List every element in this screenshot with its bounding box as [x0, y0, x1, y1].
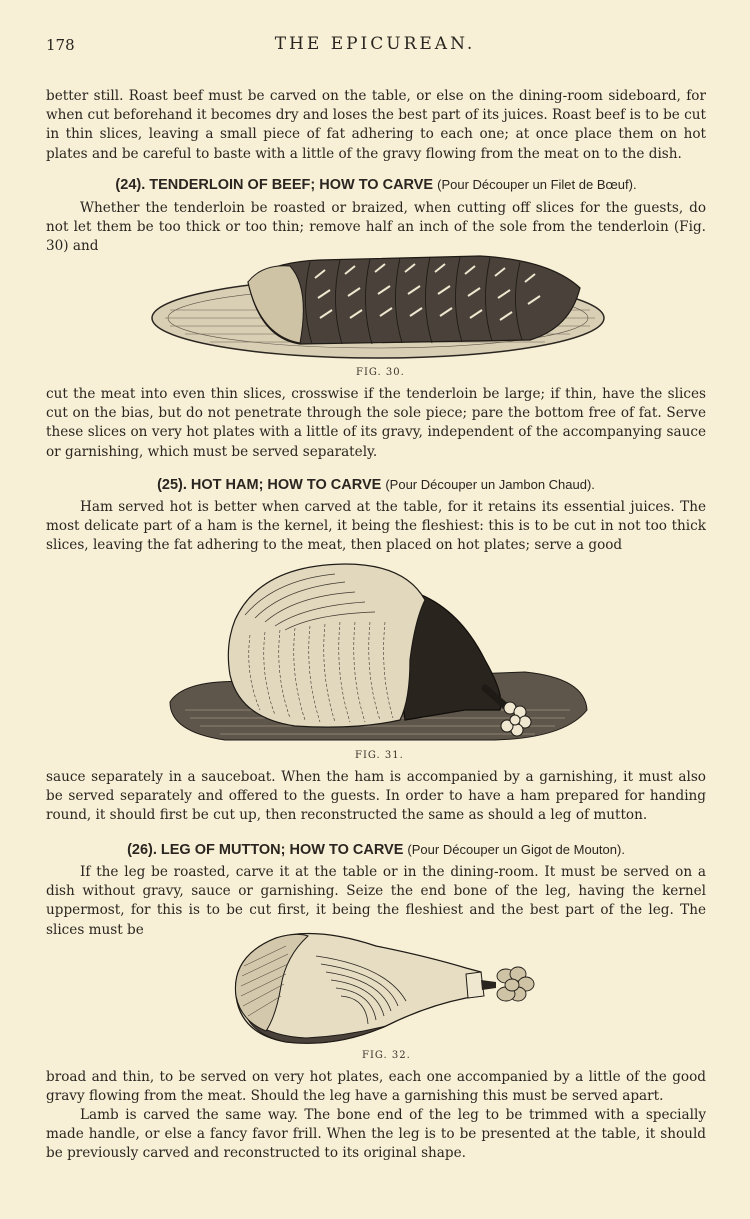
- paragraph-lamb: Lamb is carved the same way. The bone end of the leg to be trimmed with a specially made handle, or else a fancy favor frill. When the leg is to be presented at the table, it should be previously carved and reconstructed to its original shape.: [46, 1107, 706, 1162]
- heading-hot-ham-french: (Pour Découper un Jambon Chaud).: [385, 477, 595, 492]
- figure-30-caption: FIG. 30.: [356, 367, 405, 378]
- leg-of-mutton-illustration: [226, 926, 538, 1048]
- paragraph-slices-broad-thin: broad and thin, to be served on very hot plates, each one accompanied by a little of the good gravy flowing from the meat. Should the leg have a garnishing this must be served apart.: [46, 1069, 706, 1105]
- paragraph-ham-sauce: sauce separately in a sauceboat. When the ham is accompanied by a garnishing, it must also be served separately and offered to the guests. In order to have a ham prepared for handing round, it should first be cut up, then reconstructed the same as should a leg of mutton.: [46, 769, 706, 824]
- figure-32-caption: FIG. 32.: [362, 1050, 411, 1061]
- paragraph-leg-of-mutton: If the leg be roasted, carve it at the table or in the dining-room. It must be served on a dish without gravy, sauce or garnishing. Seize the end bone of the leg, having the kernel uppermost, for this is to be cut first, it being the fleshiest and the best part of the leg. The slices must be: [46, 864, 706, 938]
- heading-leg-of-mutton: [46, 842, 706, 858]
- paragraph-roast-beef: better still. Roast beef must be carved on the table, or else on the dining-room sideboard, for when cut beforehand it becomes dry and loses the best part of its juices. Roast beef is to be cut in thin slices, leaving a small piece of fat adhering to each one; at once place them on hot plates and be careful to baste with a little of the gravy flowing from the meat on to the dish.: [46, 88, 707, 162]
- heading-hot-ham: [46, 477, 706, 493]
- heading-tenderloin-french: (Pour Découper un Filet de Bœuf).: [437, 177, 637, 192]
- tenderloin-illustration: [150, 248, 608, 364]
- paragraph-tenderloin-slicing: cut the meat into even thin slices, crosswise if the tenderloin be large; if thin, have the slices cut on the bias, but do not penetrate through the sole piece; pare the bottom free of fat. Serve these slices on very hot plates with a little of its gravy, independent of the accompanying sauce or garnishing, which must be served separately.: [46, 386, 706, 460]
- heading-leg-of-mutton-french: (Pour Découper un Gigot de Mouton).: [407, 842, 625, 857]
- page-number: 178: [46, 36, 75, 54]
- page-header: [46, 34, 704, 58]
- paragraph-tenderloin-intro: Whether the tenderloin be roasted or braized, when cutting off slices for the guests, do not let them be too thick or too thin; remove half an inch of the sole from the tenderloin (Fig. 30) and: [46, 200, 706, 255]
- heading-tenderloin: [46, 177, 706, 193]
- paragraph-hot-ham: Ham served hot is better when carved at the table, for it retains its essential juices. The most delicate part of a ham is the kernel, it being the fleshiest: this is to be cut in not too thick slices, leaving the fat adhering to the meat, then placed on hot plates; serve a good: [46, 499, 706, 554]
- figure-31-caption: FIG. 31.: [355, 750, 404, 761]
- heading-leg-of-mutton-title: (26). LEG OF MUTTON; HOW TO CARVE: [127, 842, 404, 858]
- running-title: THE EPICUREAN.: [274, 34, 476, 54]
- ham-illustration: [165, 560, 590, 748]
- heading-hot-ham-title: (25). HOT HAM; HOW TO CARVE: [157, 477, 382, 493]
- heading-tenderloin-title: (24). TENDERLOIN OF BEEF; HOW TO CARVE: [115, 177, 434, 193]
